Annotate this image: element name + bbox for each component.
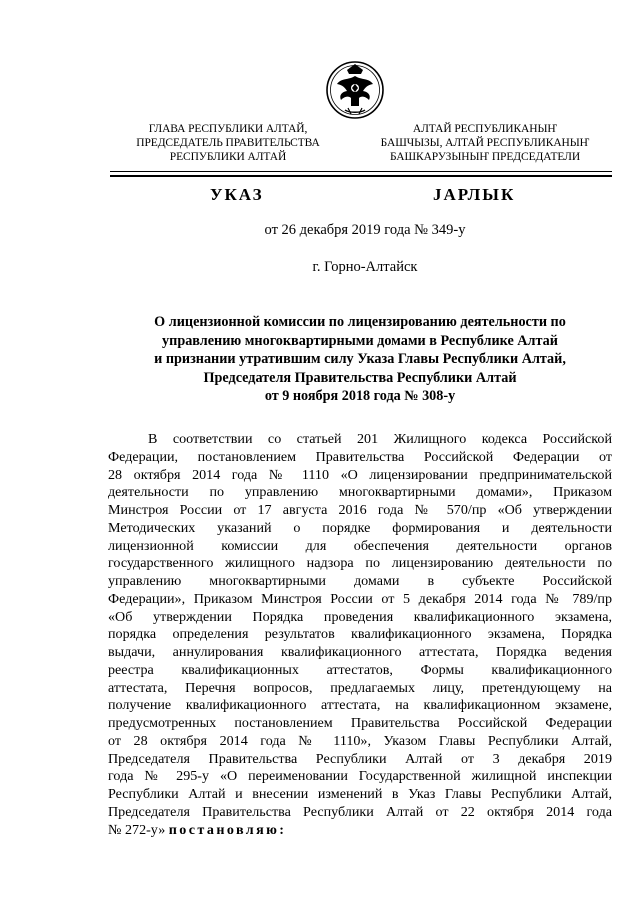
- coat-of-arms-icon: [325, 58, 385, 122]
- body-line: Федерации», Приказом Минстроя России от 5 декабря 2014 года № 789/пр: [108, 590, 612, 607]
- body-line: Республики Алтай и внесении изменений в Указ Главы Республики Алтай,: [108, 786, 612, 802]
- body-line: года № 295-у «О переименовании Государственной жилищной инспекции: [108, 768, 612, 785]
- body-line: выдачи, аннулирования квалификационного аттестата, Порядка ведения: [108, 644, 612, 660]
- body-line: государственного жилищного надзора по лицензированию деятельности по: [108, 555, 612, 572]
- body-line: Федерации, постановлением Правительства Российской Федерации от: [108, 448, 612, 465]
- body-line: В соответствии со статьей 201 Жилищного кодекса Российской: [148, 431, 612, 447]
- body-line: аттестата, Перечня вопросов, предлагаемых лицу, претендующему на: [108, 679, 612, 696]
- body-line: деятельности по управлению многоквартирными домами», Приказом: [108, 484, 612, 501]
- title-line: О лицензионной комиссии по лицензированию деятельности по: [154, 314, 566, 330]
- decree-keyword: постановляю:: [168, 821, 287, 838]
- body-line: Председателя Правительства Республики Алтай от 3 декабря 2019: [108, 750, 612, 767]
- body-line-final: [108, 822, 612, 840]
- header-right-line: БАШЧЫЗЫ, АЛТАЙ РЕСПУБЛИКАНЫҤ: [380, 137, 590, 149]
- header-left-line: ПРЕДСЕДАТЕЛЬ ПРАВИТЕЛЬСТВА: [136, 137, 320, 149]
- header-left: [108, 122, 348, 164]
- body-final-prefix: № 272-у»: [108, 821, 169, 838]
- header-divider-thick: [110, 175, 612, 177]
- body-line: Методических указаний о порядке формирования и деятельности: [108, 519, 612, 536]
- header-left-line: ГЛАВА РЕСПУБЛИКИ АЛТАЙ,: [148, 123, 308, 135]
- body-line: порядка определения результатов квалификационного экзамена, Порядка: [108, 626, 612, 643]
- header-left-line: РЕСПУБЛИКИ АЛТАЙ: [169, 151, 287, 163]
- doc-type-alt: ЈАРЛЫК: [433, 185, 516, 204]
- body-line: Минстроя России от 17 августа 2016 года № 570/пр «Об утверждении: [108, 502, 612, 518]
- header-right-line: АЛТАЙ РЕСПУБЛИКАНЫҤ: [412, 123, 558, 135]
- header-divider-thin: [110, 171, 612, 172]
- header-right-line: БАШКАРУЗЫНЫҤ ПРЕДСЕДАТЕЛИ: [389, 151, 581, 163]
- date-line: от 26 декабря 2019 года № 349-у: [264, 222, 466, 238]
- body-line: получение квалификационного аттестата, на квалификационном экзамене,: [108, 697, 612, 714]
- decree-title: [108, 313, 612, 406]
- title-line: управлению многоквартирными домами в Республике Алтай: [162, 332, 558, 349]
- body-line: реестра квалификационных аттестатов, Формы квалификационного: [108, 661, 612, 678]
- decree-body: [108, 431, 612, 839]
- body-line: от 28 октября 2014 года № 1110», Указом Главы Республики Алтай,: [108, 732, 612, 749]
- doc-type-ru: УКАЗ: [210, 185, 264, 204]
- body-line: «Об утверждении Порядка проведения квалификационного экзамена,: [108, 608, 612, 625]
- title-line: и признании утратившим силу Указа Главы Республики Алтай,: [154, 351, 566, 367]
- body-line: управлению многоквартирными домами в субъекте Российской: [108, 573, 612, 589]
- body-line: предусмотренных постановлением Правительства Российской Федерации: [108, 715, 612, 731]
- title-line: Председателя Правительства Республики Алтай: [203, 369, 517, 386]
- city-line: г. Горно-Алтайск: [312, 259, 418, 275]
- body-line: лицензионной комиссии для обеспечения деятельности органов: [108, 537, 612, 554]
- body-line: 28 октября 2014 года № 1110 «О лицензировании предпринимательской: [108, 466, 612, 483]
- body-line: Председателя Правительства Республики Алтай от 22 октября 2014 года: [108, 803, 612, 820]
- header-right: [360, 122, 610, 164]
- title-line: от 9 ноября 2018 года № 308-у: [264, 388, 456, 404]
